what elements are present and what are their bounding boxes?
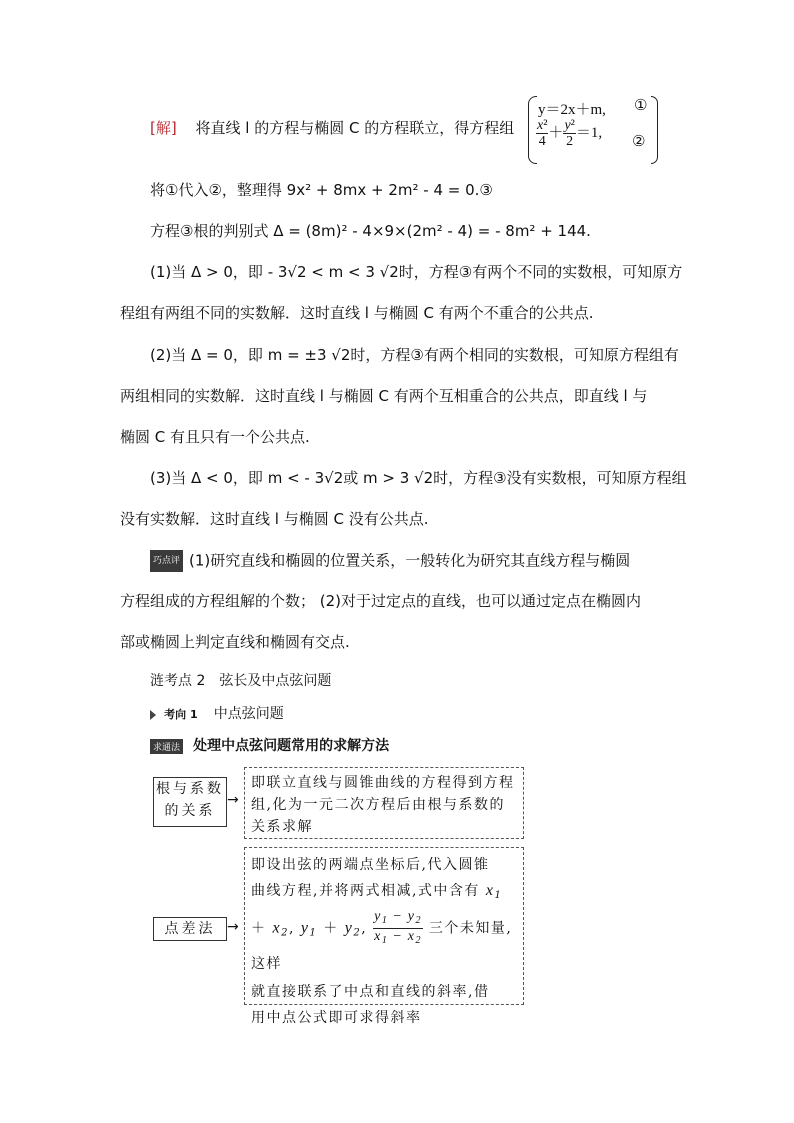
arrow-icon: →	[227, 792, 239, 808]
comment-line-3: 部或椭圆上判定直线和椭圆有交点.	[120, 633, 350, 651]
solution-tag: [解]	[150, 119, 177, 137]
direction-title: 中点弦问题	[213, 706, 284, 722]
method-2-desc-line-4: 就直接联系了中点和直线的斜率,借	[251, 983, 490, 1000]
method-badge: 求通法	[150, 739, 183, 754]
right-paren	[651, 96, 658, 164]
method-line	[150, 735, 389, 755]
case-2-line-3: 椭圆 C 有且只有一个公共点.	[120, 428, 310, 446]
method-1-desc-box	[244, 767, 524, 839]
direction-line	[150, 703, 284, 723]
solution-intro-text: 将直线 l 的方程与椭圆 C 的方程联立，得方程组	[195, 119, 515, 137]
case-2-line-1: (2)当 Δ = 0，即 m = ±3 √2时，方程③有两个相同的实数根，可知原方程组有	[150, 346, 679, 364]
method-2-name: 点差法	[164, 921, 216, 937]
equation-system	[528, 96, 658, 164]
method-2-desc-box	[244, 847, 524, 1026]
arrow-icon: →	[227, 919, 239, 935]
method-title: 处理中点弦问题常用的求解方法	[193, 738, 390, 754]
direction-tag: 考向 1	[164, 708, 198, 721]
method-2-desc-line-1: 即设出弦的两端点坐标后,代入圆锥	[251, 857, 490, 873]
case-1-line-2: 程组有两组不同的实数解．这时直线 l 与椭圆 C 有两个不重合的公共点.	[120, 304, 594, 322]
comment-line-2: 方程组成的方程组解的个数； (2)对于过定点的直线，也可以通过定点在椭圆内	[120, 592, 642, 610]
method-1-name-box	[153, 777, 227, 827]
method-2-name-box	[153, 917, 227, 941]
case-3-line-2: 没有实数解．这时直线 l 与椭圆 C 没有公共点.	[120, 510, 429, 528]
method-1-name: 根与系数的关系	[156, 781, 224, 819]
equation-2-mark: ②	[632, 132, 646, 150]
method-2-desc-line-2: 曲线方程,并将两式相减,式中含有 $x_1$	[251, 882, 503, 901]
step-2: 方程③根的判别式 Δ = (8m)² - 4×9×(2m² - 4) = - 8m² + 144.	[150, 222, 591, 240]
comment-line-1	[150, 550, 710, 572]
comment-badge: 巧点评	[150, 550, 183, 572]
case-1-line-1: (1)当 Δ > 0，即 - 3√2 < m < 3 √2时，方程③有两个不同的实数根，可知原方	[150, 263, 683, 281]
equation-2-tail: ＝1,	[575, 124, 603, 141]
equation-1: y＝2x＋m,	[538, 102, 606, 118]
comment-text-1: (1)研究直线和椭圆的位置关系，一般转化为研究其直线方程与椭圆	[189, 551, 631, 570]
section-title: 涟考点 2 弦长及中点弦问题	[150, 673, 332, 689]
case-3-line-1: (3)当 Δ < 0，即 m < - 3√2或 m > 3 √2时，方程③没有实数根，可知原方程组	[150, 469, 687, 487]
equation-1-mark: ①	[634, 96, 648, 114]
triangle-icon	[150, 710, 156, 720]
method-2-desc-line-3: ＋ $x_2$, $y_1 + y_2$, $\frac{y_1 - y_2}{x_1 - x_2}$ 三个未知量,这样	[251, 909, 513, 972]
method-1-desc: 即联立直线与圆锥曲线的方程得到方程组,化为一元二次方程后由根与系数的关系求解	[251, 775, 515, 835]
method-2-desc-line-5: 用中点公式即可求得斜率	[251, 1009, 422, 1026]
case-2-line-2: 两组相同的实数解．这时直线 l 与椭圆 C 有两个互相重合的公共点，即直线 l 与	[120, 387, 648, 405]
equation-2: $\frac{\text{x²}}{4}$ ＋ $\frac{\text{y²}}{2}$ ＝1,	[537, 118, 603, 149]
step-1: 将①代入②，整理得 9x² + 8mx + 2m² - 4 = 0.③	[150, 181, 493, 199]
